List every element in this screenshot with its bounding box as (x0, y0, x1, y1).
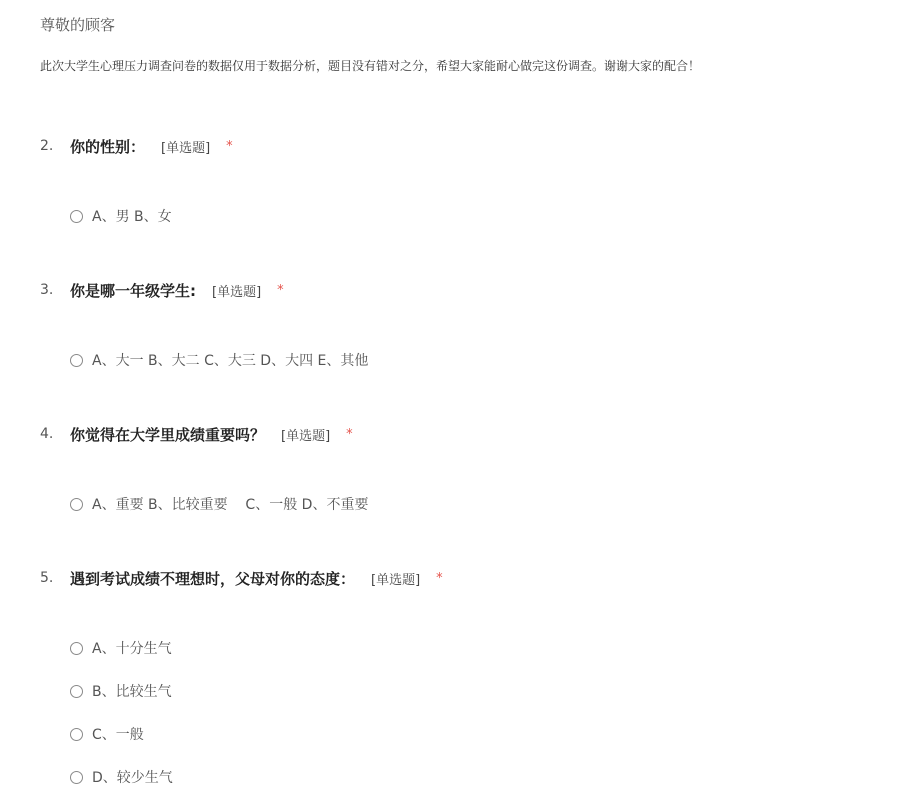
question-3-header (40, 278, 284, 302)
radio-button[interactable] (70, 498, 83, 511)
option-label[interactable]: A、大一 B、大二 C、大三 D、大四 E、其他 (92, 353, 369, 369)
radio-button[interactable] (70, 354, 83, 367)
option-label[interactable]: C、一般 (92, 727, 144, 743)
greeting-heading: 尊敬的顾客 (40, 16, 116, 34)
radio-button[interactable] (70, 728, 83, 741)
required-mark: * (277, 282, 284, 298)
question-5-header (40, 566, 443, 590)
q3-option-0[interactable] (70, 350, 368, 370)
q5-option-2[interactable] (70, 724, 144, 744)
option-label[interactable]: A、男 B、女 (92, 209, 172, 225)
question-type: [单选题] (212, 284, 262, 300)
option-label[interactable]: A、十分生气 (92, 641, 172, 657)
intro-text: 此次大学生心理压力调查问卷的数据仅用于数据分析，题目没有错对之分，希望大家能耐心做完这份调查。谢谢大家的配合！ (40, 59, 701, 73)
q4-option-0[interactable] (70, 494, 368, 514)
q5-option-3[interactable] (70, 767, 173, 787)
question-type: [单选题] (281, 428, 331, 444)
radio-button[interactable] (70, 642, 83, 655)
question-2-header (40, 134, 233, 158)
q5-option-1[interactable] (70, 681, 172, 701)
radio-button[interactable] (70, 771, 83, 784)
question-4-header (40, 422, 353, 446)
option-label[interactable]: D、较少生气 (92, 770, 173, 786)
question-title: 遇到考试成绩不理想时，父母对你的态度： (70, 569, 356, 588)
q2-option-0[interactable] (70, 206, 172, 226)
question-number: 3. (40, 282, 54, 298)
radio-button[interactable] (70, 210, 83, 223)
required-mark: * (226, 138, 233, 154)
q5-option-0[interactable] (70, 638, 172, 658)
option-label[interactable]: A、重要 B、比较重要 C、一般 D、不重要 (92, 497, 369, 513)
question-type: [单选题] (371, 572, 421, 588)
question-number: 4. (40, 426, 54, 442)
question-title: 你觉得在大学里成绩重要吗？ (70, 425, 266, 444)
question-number: 5. (40, 570, 54, 586)
required-mark: * (346, 426, 353, 442)
question-number: 2. (40, 138, 54, 154)
question-title: 你的性别： (70, 137, 146, 156)
question-type: [单选题] (161, 140, 211, 156)
required-mark: * (436, 570, 443, 586)
option-label[interactable]: B、比较生气 (92, 684, 172, 700)
question-title: 你是哪一年级学生: (70, 281, 196, 300)
radio-button[interactable] (70, 685, 83, 698)
